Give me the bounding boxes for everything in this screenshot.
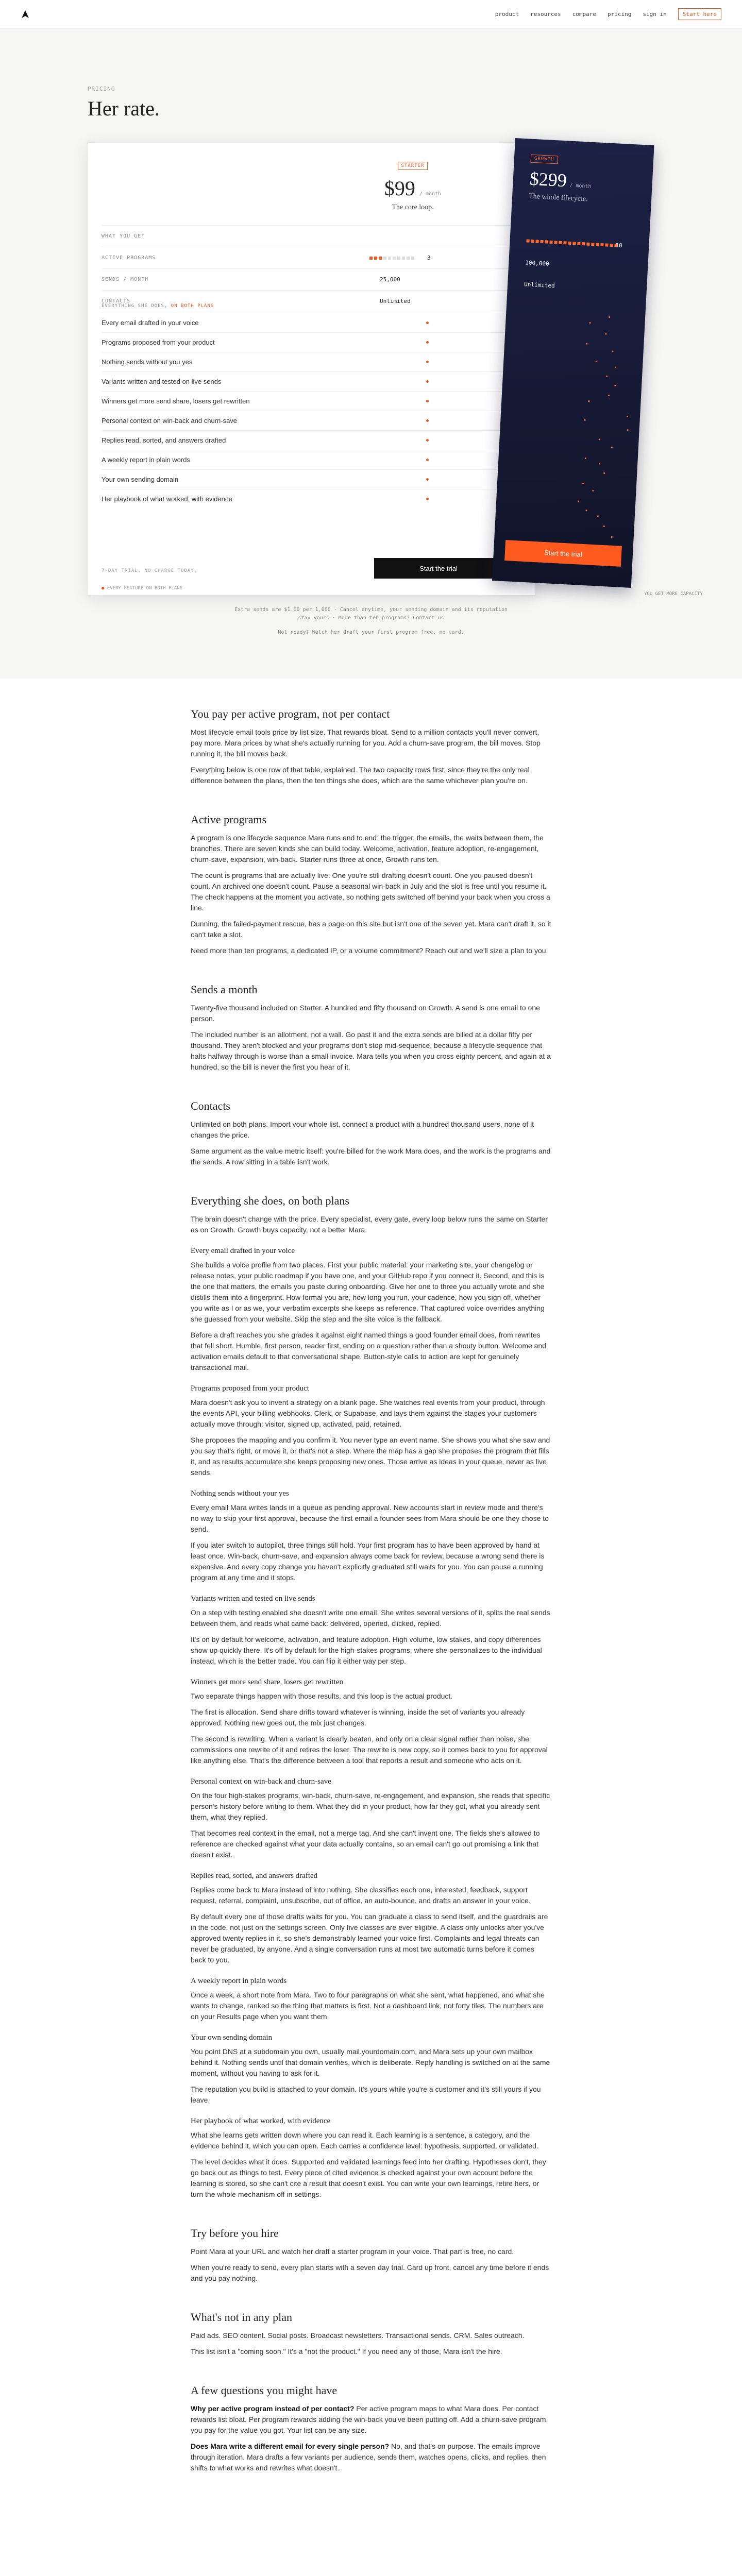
paragraph: Two separate things happen with those results, and this loop is the actual product. bbox=[191, 1692, 453, 1700]
meter-segment bbox=[586, 243, 589, 246]
paragraph: Same argument as the value metric itself: you're billed for the work Mara does, and the work is the programs and the sends. A row sitting in a table isn't work. bbox=[191, 1147, 551, 1166]
meter-segment bbox=[379, 257, 382, 260]
growth-sends: 100,000 bbox=[525, 259, 550, 267]
paragraph: Paid ads. SEO content. Social posts. Broadcast newsletters. Transactional sends. CRM. Sales outreach. bbox=[191, 2331, 525, 2340]
spec-label: ACTIVE PROGRAMS bbox=[102, 255, 156, 261]
meter-segment bbox=[397, 257, 400, 260]
paragraph: Unlimited on both plans. Import your whole list, connect a product with a hundred thousand users, none of it changes the price. bbox=[191, 1120, 534, 1139]
feature-heading: Personal context on win-back and churn-save bbox=[191, 1777, 331, 1786]
feature-row bbox=[102, 450, 519, 469]
growth-note: YOU GET MORE CAPACITY bbox=[644, 591, 703, 597]
feature-label: Her playbook of what worked, with evidence bbox=[102, 495, 232, 503]
extra-line-2 bbox=[0, 614, 742, 622]
decorative-dot-icon bbox=[614, 384, 616, 386]
paragraph: Need more than ten programs, a dedicated IP, or a volume commitment? Reach out and we'll size a plan to you. bbox=[191, 946, 548, 955]
meter-segment bbox=[577, 242, 580, 245]
growth-trial-button[interactable]: Start the trial bbox=[504, 540, 622, 567]
extra-line-2-text: stay yours · More than ten programs? bbox=[298, 615, 410, 621]
meter-segment bbox=[582, 242, 585, 245]
meter-segment bbox=[369, 257, 373, 260]
decorative-dot-icon bbox=[598, 438, 600, 440]
footnote bbox=[102, 586, 182, 591]
feature-heading: Variants written and tested on live sends bbox=[191, 1595, 315, 1603]
spec-row bbox=[102, 225, 519, 247]
starter-tagline: The core loop. bbox=[392, 204, 434, 211]
spec-value: Unlimited bbox=[380, 298, 411, 304]
starter-per: / month bbox=[419, 191, 442, 197]
paragraph: Everything below is one row of that table, explained. The two capacity rows first, since they're the only real difference between the plans, then the ten things she does, which are the same whichever plan you're on. bbox=[191, 766, 530, 785]
meter-segment bbox=[535, 240, 538, 243]
decorative-dot-icon bbox=[578, 501, 579, 502]
feature-heading: A weekly report in plain words bbox=[191, 1977, 287, 1985]
included-dot-icon bbox=[426, 498, 429, 500]
included-dot-icon bbox=[426, 321, 429, 324]
contact-link[interactable]: Contact us bbox=[413, 615, 444, 621]
paragraph: By default every one of those drafts waits for you. You can graduate a class to send itself, and the guardrails are in the code, not just on the settings screen. Only five classes are ever eligible. A class only unlocks after you've approved twenty replies in it, so she's demonstrably learned your voice first. Complaints and legal threats can never be graduated, by anyone. And a single conversation runs at most two automatic turns before it comes back to you. bbox=[191, 1912, 548, 1964]
paragraph: The reputation you build is attached to your domain. It's yours while you're a customer and it's still yours if you leave. bbox=[191, 2085, 541, 2104]
paragraph: She proposes the mapping and you confirm it. You never type an event name. She shows you what she saw and you say that's right, or move it, or that's not a step. Where the map has a gap she proposes the program that fills it, and as results accumulate she keeps proposing new ones. Those arrive as ideas in your queue, never as live sends. bbox=[191, 1436, 550, 1477]
nav-start-button[interactable]: Start here bbox=[678, 8, 721, 20]
feature-label: Nothing sends without you yes bbox=[102, 358, 193, 366]
meter-segment bbox=[549, 241, 552, 244]
decorative-dot-icon bbox=[609, 316, 610, 318]
spec-value: 3 bbox=[427, 255, 431, 261]
feature-label: Programs proposed from your product bbox=[102, 338, 215, 346]
feature-row bbox=[102, 352, 519, 371]
decorative-dot-icon bbox=[599, 463, 600, 465]
feature-heading: Winners get more send share, losers get rewritten bbox=[191, 1678, 343, 1686]
paragraph: It's on by default for welcome, activation, and feature adoption. High volume, low stakes, and copy differences show up quickly there. It's off by default for the high-stakes programs, where she personalizes to the individual instead, which is the better trade. You can flip it either way per step. bbox=[191, 1635, 542, 1665]
paragraph: The count is programs that are actually live. One you're still drafting doesn't count. One you paused doesn't count. An archived one doesn't count. Pause a seasonal win-back in July and the slot is free until you resume it. The check happens at the moment you activate, so nothing gets switched off behind your back when you cross a line. bbox=[191, 871, 550, 912]
meter-segment bbox=[600, 243, 603, 246]
feature-label: Personal context on win-back and churn-save bbox=[102, 417, 238, 425]
paragraph: When you're ready to send, every plan starts with a seven day trial. Card up front, cancel any time before it ends and you pay nothing. bbox=[191, 2263, 549, 2282]
spec-row-programs bbox=[102, 247, 519, 268]
feature-label: Every email drafted in your voice bbox=[102, 319, 199, 327]
paragraph: The brain doesn't change with the price. Every specialist, every gate, every loop below runs the same on Starter as on Growth. Growth buys capacity, not a better Mara. bbox=[191, 1215, 548, 1234]
top-nav bbox=[0, 0, 742, 29]
faq-answer: No, and that's on purpose. The emails improve through iteration. Mara drafts a few variants per audience, sends them, watches opens, clicks, and replies, then shifts to what works and rewrites what doesn't. bbox=[191, 2442, 546, 2472]
pricing-cards bbox=[88, 138, 703, 602]
included-dot-icon bbox=[426, 380, 429, 383]
decorative-dot-icon bbox=[596, 361, 597, 362]
decorative-dot-icon bbox=[627, 429, 628, 431]
starter-trial-button[interactable]: Start the trial bbox=[374, 558, 503, 579]
section-heading: Contacts bbox=[191, 1099, 230, 1112]
decorative-dot-icon bbox=[611, 446, 613, 448]
feature-row bbox=[102, 313, 519, 332]
starter-price-wrap bbox=[356, 176, 469, 200]
growth-per: / month bbox=[569, 182, 592, 190]
paragraph: Replies come back to Mara instead of into nothing. She classifies each one, interested, feedback, support request, referral, complaint, unsubscribe, out of office, an auto-bounce, and drafts an answer in your voice. bbox=[191, 1886, 531, 1905]
faq-answer: Per active program maps to what Mara does. Per contact rewards list bloat. Per program rewards adding the win-back you've been putting off. Add a churn-save program, you pay for the value you got. Your list can be any size. bbox=[191, 2404, 548, 2434]
decorative-dot-icon bbox=[588, 400, 589, 402]
meter-segment bbox=[563, 241, 566, 244]
faq-item bbox=[191, 2403, 551, 2436]
feature-heading: Nothing sends without your yes bbox=[191, 1489, 289, 1498]
included-dot-icon bbox=[426, 341, 429, 344]
page-title: Her rate. bbox=[88, 97, 160, 120]
meter-segment bbox=[388, 257, 391, 260]
growth-contacts: Unlimited bbox=[524, 281, 555, 290]
growth-plan-card bbox=[492, 138, 654, 588]
section-heading: Everything she does, on both plans bbox=[191, 1194, 349, 1207]
starter-price: $99 bbox=[384, 177, 415, 200]
paragraph: A program is one lifecycle sequence Mara runs end to end: the trigger, the emails, the waits between them, the branches. There are seven kinds she can build today. Welcome, activation, feature adoption, re-engagement, churn-save, expansion, win-back. Starter runs three at once, Growth runs ten. bbox=[191, 834, 544, 863]
paragraph: The first is allocation. Send share drifts toward whatever is winning, inside the set of variants you already approved. Nothing new goes out, the mix just changes. bbox=[191, 1708, 525, 1727]
extra-cta-pre: Not ready? bbox=[278, 630, 309, 635]
paragraph: Mara doesn't ask you to invent a strategy on a blank page. She watches real events from your product, through the events API, your billing webhooks, Clerk, or Supabase, and lays them against the stages your customers actually move through: visitor, signed up, activated, paid, retained. bbox=[191, 1398, 545, 1428]
meter-segment bbox=[540, 240, 543, 243]
section-heading: You pay per active program, not per contact bbox=[191, 707, 390, 720]
hero bbox=[88, 29, 654, 121]
meter-segment bbox=[393, 257, 396, 260]
paragraph: On the four high-stakes programs, win-back, churn-save, re-engagement, and expansion, she reads that specific person's history before writing to them. What they did in your product, how far they got, what you already sent them, what they replied. bbox=[191, 1791, 550, 1821]
pricing-article bbox=[191, 707, 551, 2473]
paragraph: Point Mara at your URL and watch her draft a starter program in your voice. That part is free, no card. bbox=[191, 2247, 514, 2256]
decorative-dot-icon bbox=[592, 489, 594, 491]
feature-row bbox=[102, 411, 519, 430]
features-heading bbox=[102, 303, 214, 309]
feature-row bbox=[102, 430, 519, 450]
meter-segment bbox=[402, 257, 405, 260]
meter-segment bbox=[554, 241, 557, 244]
meter-segment bbox=[568, 242, 571, 245]
nav-link-compare[interactable]: compare bbox=[572, 11, 597, 18]
decorative-dot-icon bbox=[582, 482, 584, 484]
decorative-dot-icon bbox=[606, 376, 608, 377]
decorative-dot-icon bbox=[589, 322, 591, 324]
decorative-dot-icon bbox=[586, 343, 587, 345]
decorative-dot-icon bbox=[611, 536, 613, 537]
meter-segment bbox=[526, 239, 529, 242]
section-heading: What's not in any plan bbox=[191, 2311, 293, 2324]
nav-link-sign-in[interactable]: sign in bbox=[643, 11, 667, 18]
nav-link-pricing[interactable]: pricing bbox=[608, 11, 632, 18]
paragraph: Every email Mara writes lands in a queue as pending approval. New accounts start in review mode and there's no way to skip your first approval, because the first email a founder sees from Mara should be one they chose to send. bbox=[191, 1503, 549, 1533]
growth-programs-meter bbox=[526, 239, 617, 247]
paragraph: The second is rewriting. When a variant is clearly beaten, and only on a clear signal rather than noise, she commissions one rewrite of it and retires the loser. The rewrite is new copy, so it comes back to you for approval like anything else. That's the difference between a tool that reports a result and someone who acts on it. bbox=[191, 1735, 548, 1765]
feature-label: A weekly report in plain words bbox=[102, 456, 190, 464]
feature-label: Replies read, sorted, and answers drafted bbox=[102, 436, 226, 444]
paragraph: That becomes real context in the email, not a merge tag. And she can't invent one. The fields she's allowed to reference are checked against what your data actually contains, so an email can't go out promising a link that doesn't exist. bbox=[191, 1829, 540, 1859]
meter-segment bbox=[545, 240, 548, 243]
feature-heading: Every email drafted in your voice bbox=[191, 1247, 295, 1255]
section-heading: Sends a month bbox=[191, 983, 258, 996]
included-dot-icon bbox=[426, 478, 429, 481]
programs-meter bbox=[369, 257, 414, 260]
spec-value: 25,000 bbox=[380, 276, 400, 283]
spec-label: SENDS / MONTH bbox=[102, 277, 149, 282]
feature-row bbox=[102, 489, 519, 509]
feature-label: Winners get more send share, losers get rewritten bbox=[102, 397, 250, 405]
feature-row bbox=[102, 391, 519, 411]
trial-note: 7-DAY TRIAL. NO CHARGE TODAY. bbox=[102, 568, 198, 573]
section-heading: Try before you hire bbox=[191, 2227, 279, 2240]
meter-segment bbox=[572, 242, 576, 245]
faq-item bbox=[191, 2441, 551, 2473]
growth-tagline: The whole lifecycle. bbox=[528, 192, 588, 204]
paragraph: Once a week, a short note from Mara. Two to four paragraphs on what she sent, what happened, and what she wants to change, ranked so the thing that matters is first. Not a dashboard link, not forty tiles. The numbers are on your Results page when you want them. bbox=[191, 1991, 545, 2021]
included-dot-icon bbox=[426, 419, 429, 422]
extra-line-1: Extra sends are $1.00 per 1,000 · Cancel anytime, your sending domain and its reputation bbox=[234, 607, 508, 613]
logo-icon[interactable] bbox=[21, 10, 30, 19]
starter-header bbox=[356, 160, 469, 212]
meter-segment bbox=[383, 257, 386, 260]
paragraph: Dunning, the failed-payment rescue, has a page on this site but isn't one of the seven yet. Mara can't draft it, so it can't take a slot. bbox=[191, 920, 551, 939]
features-heading-text: EVERYTHING SHE DOES, bbox=[102, 303, 168, 309]
paragraph: What she learns gets written down where you can read it. Each learning is a sentence, a category, and the evidence behind it, which you can open. Each carries a confidence level: hypothesis, supported, or validated. bbox=[191, 2131, 538, 2150]
spec-label: CONTACTS bbox=[102, 298, 131, 304]
footnote-text: EVERY FEATURE ON BOTH PLANS bbox=[107, 586, 183, 591]
paragraph: You point DNS at a subdomain you own, usually mail.yourdomain.com, and Mara sets up your own mailbox behind it. Nothing sends until that domain verifies, which is deliberate. Reply handling is switched on at the same moment, without you having to ask for it. bbox=[191, 2047, 550, 2077]
nav-link-resources[interactable]: resources bbox=[530, 11, 561, 18]
decorative-dot-icon bbox=[584, 419, 586, 421]
paragraph: She builds a voice profile from two places. First your public material: your marketing site, your changelog or release notes, your public roadmap if you have one, and your GitHub repo if you connect it. Second, and this is the one that matters, the emails you paste during onboarding. Give her one to three you actually wrote and she distills them into a fingerprint. How formal you are, how long you run, your cadence, how you sign off, whether you write as I or as we, your verbatim excerpts she keeps as reference. That captured voice overrides anything she guessed from your website. Skip the step and the site voice is the fallback. bbox=[191, 1261, 545, 1323]
feature-heading: Programs proposed from your product bbox=[191, 1384, 309, 1393]
paragraph: Most lifecycle email tools price by list size. That rewards bloat. Send to a million contacts you'll never convert, pay more. Mara prices by what she's actually running for you. Add a churn-save program, the bill moves. Stop running it, the bill moves back. bbox=[191, 728, 541, 758]
spec-label: WHAT YOU GET bbox=[102, 233, 145, 239]
paragraph: Before a draft reaches you she grades it against eight named things a good founder email does, from rewrites that fell short. Humble, first person, reader first, ending on a question rather than a shouty button. Welcome and activation emails default to that conversational shape. Button-style calls to action are kept for genuinely transactional mail. bbox=[191, 1331, 547, 1371]
included-dot-icon bbox=[426, 459, 429, 461]
decorative-dot-icon bbox=[603, 472, 605, 474]
feature-heading: Her playbook of what worked, with evidence bbox=[191, 2117, 331, 2125]
decorative-dot-icon bbox=[597, 516, 599, 517]
feature-row bbox=[102, 469, 519, 489]
feature-label: Your own sending domain bbox=[102, 476, 179, 483]
section-heading: Active programs bbox=[191, 813, 267, 826]
nav-links bbox=[495, 8, 721, 20]
decorative-dot-icon bbox=[612, 350, 613, 352]
decorative-dot-icon bbox=[608, 395, 610, 396]
paragraph: The level decides what it does. Supported and validated learnings feed into her drafting. Hypotheses don't, they go back out as things to test. Every piece of cited evidence is checked against your own account before the learning is stored, so she can't cite a result that doesn't exist. You can write your own learnings, retire hers, or turn the whole mechanism off in settings. bbox=[191, 2158, 546, 2198]
features-heading-accent: ON BOTH PLANS bbox=[171, 303, 214, 309]
meter-segment bbox=[610, 244, 613, 247]
included-dot-icon bbox=[426, 400, 429, 402]
growth-badge: GROWTH bbox=[531, 155, 558, 164]
faq-question: Why per active program instead of per contact? bbox=[191, 2404, 355, 2413]
growth-programs-value: 10 bbox=[615, 242, 622, 249]
footnote-bullet-icon: ● bbox=[102, 586, 105, 591]
decorative-dot-icon bbox=[603, 526, 605, 527]
feature-heading: Replies read, sorted, and answers drafted bbox=[191, 1872, 318, 1880]
paragraph: Twenty-five thousand included on Starter. A hundred and fifty thousand on Growth. A send is one email to one person. bbox=[191, 1004, 540, 1023]
meter-segment bbox=[596, 243, 599, 246]
included-dot-icon bbox=[426, 361, 429, 363]
faq-question: Does Mara write a different email for every single person? bbox=[191, 2442, 390, 2450]
feature-row bbox=[102, 371, 519, 391]
meter-segment bbox=[411, 257, 414, 260]
paragraph: The included number is an allotment, not a wall. Go past it and the extra sends are billed at a dollar fifty per thousand. They aren't blocked and your programs don't stop mid-sequence, because a lifecycle sequence that halts halfway through is worse than a small invoice. Mara tells you when you cross eighty percent, and again at a hundred, so the bill is never the first you hear of it. bbox=[191, 1030, 551, 1071]
decorative-dot-icon bbox=[585, 510, 587, 511]
decorative-dot-icon bbox=[585, 457, 586, 459]
decorative-dot-icon bbox=[615, 366, 616, 368]
meter-segment bbox=[407, 257, 410, 260]
extra-info bbox=[0, 606, 742, 622]
feature-label: Variants written and tested on live sends bbox=[102, 378, 222, 385]
section-heading: A few questions you might have bbox=[191, 2384, 338, 2397]
nav-link-product[interactable]: product bbox=[495, 11, 519, 18]
paragraph: On a step with testing enabled she doesn't write one email. She writes several versions of it, splits the real sends between them, and reads what came back: delivered, opened, clicked, replied. bbox=[191, 1608, 550, 1628]
growth-price-wrap bbox=[529, 168, 592, 193]
meter-segment bbox=[559, 241, 562, 244]
included-dot-icon bbox=[426, 439, 429, 442]
spec-row-sends bbox=[102, 268, 519, 290]
starter-badge: STARTER bbox=[398, 162, 428, 170]
extra-cta bbox=[0, 630, 742, 635]
feature-heading: Your own sending domain bbox=[191, 2033, 273, 2042]
decorative-dot-icon bbox=[605, 333, 607, 335]
starter-plan-card bbox=[88, 142, 536, 596]
meter-segment bbox=[591, 243, 594, 246]
growth-price: $299 bbox=[529, 168, 567, 191]
free-draft-link[interactable]: Watch her draft your first program free bbox=[312, 630, 433, 635]
extra-cta-post: , no card. bbox=[433, 630, 464, 635]
paragraph: This list isn't a "coming soon." It's a "not the product." If you need any of those, Mara isn't the hire. bbox=[191, 2347, 502, 2355]
meter-segment bbox=[531, 240, 534, 243]
hero-eyebrow: PRICING bbox=[88, 86, 115, 92]
meter-segment bbox=[605, 243, 608, 246]
feature-row bbox=[102, 332, 519, 352]
meter-segment bbox=[374, 257, 377, 260]
paragraph: If you later switch to autopilot, three things still hold. Your first program has to have been approved by hand at least once. Win-back, churn-save, and expansion always come back for review, because a wrong send there is expensive. And every copy change you haven't explicitly graduated still waits for you. You can pause a running program at any time and it stops. bbox=[191, 1541, 545, 1582]
decorative-dot-icon bbox=[627, 416, 628, 417]
